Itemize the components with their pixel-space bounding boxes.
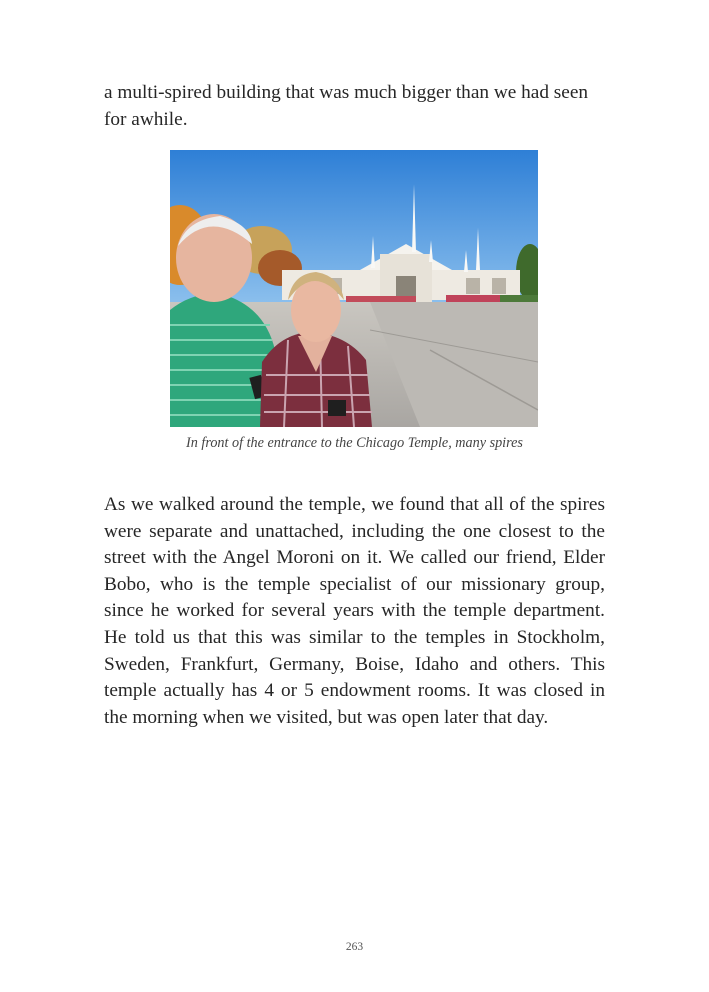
page-number: 263: [345, 941, 364, 953]
photo-caption: In front of the entrance to the Chicago Temple, many spires: [186, 435, 523, 451]
opening-paragraph: a multi-spired building that was much bigger than we had seen for awhile.: [104, 82, 589, 130]
main-paragraph: As we walked around the temple, we found that all of the spires were separate and unattached, including the one closest to the street with the Angel Moroni on it. We called our friend, Elder Bobo, who is the temple specialist of our missionary group, since he worked for several years with the temple department. He told us that this was similar to the temples in Stockholm, Sweden, Frankfurt, Germany, Boise, Idaho and others. This temple actually has 4 or 5 endowment rooms. It was closed in the morning when we visited, but was open later that day.: [104, 494, 605, 728]
temple-photo: [170, 150, 538, 427]
flower-bed: [346, 296, 416, 302]
flower-bed: [446, 295, 506, 303]
woman-name-tag: [328, 400, 346, 416]
